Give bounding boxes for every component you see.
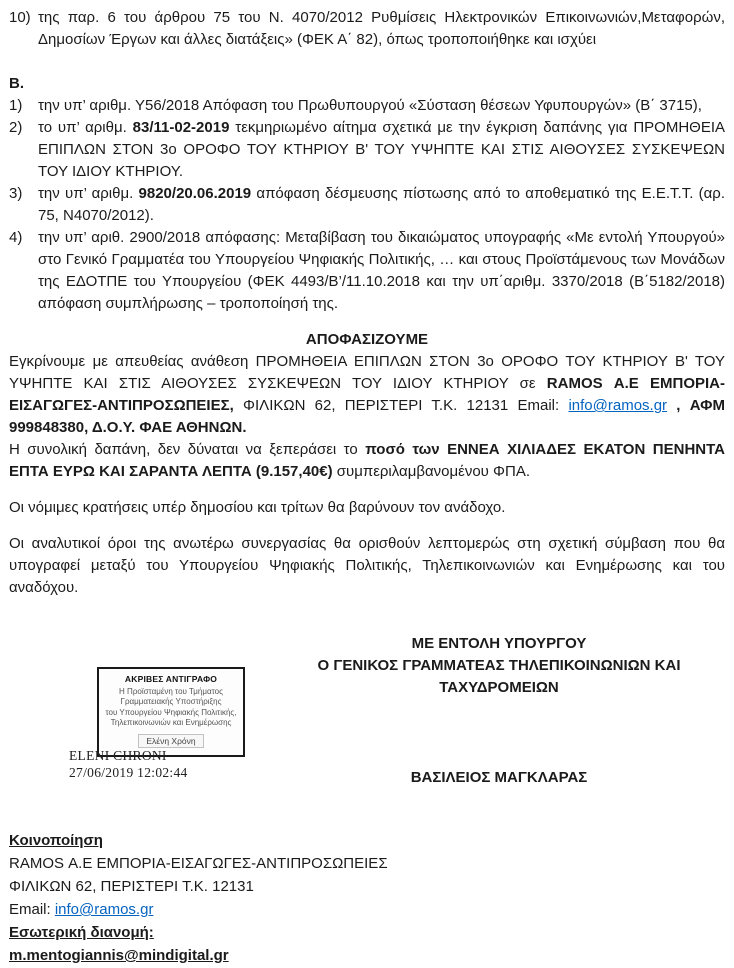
item-number: 2)	[9, 119, 23, 136]
contractor-email-link[interactable]: info@ramos.gr	[568, 397, 668, 414]
certifier-name: ELENI CHRONI	[69, 748, 167, 763]
section-b-item-4	[9, 227, 725, 315]
terms-paragraph: Οι αναλυτικοί όροι της ανωτέρω συνεργασίας θα ορισθούν λεπτομερώς στη σχετική σύμβαση που θα υπογραφεί μεταξύ του Υπουργείου Ψηφιακής Πολιτικής, Τηλεπικοινωνιών και Ενημέρωσης και του αναδόχου.	[9, 535, 725, 596]
secretary-name: ΒΑΣΙΛΕΙΟΣ ΜΑΓΚΛΑΡΑΣ	[410, 769, 588, 786]
item-text-pre: την υπ’ αριθμ.	[38, 185, 139, 202]
item-text-post: απόφαση δέσμευσης πίστωσης από το αποθεματικό της Ε.Ε.Τ.Τ. (αρ. 75, Ν4070/2012).	[38, 185, 725, 224]
decision-paragraph	[9, 351, 725, 439]
signature-area	[9, 611, 725, 829]
item-number: 4)	[9, 229, 23, 246]
item-text-post: τεκμηριωμένο αίτημα σχετικά με την έγκριση δαπάνης για ΠΡΟΜΗΘΕΙΑ ΕΠΙΠΛΩΝ ΣΤΟΝ 3ο ΟΡΟΦΟ ΤΟΥ ΚΤΗΡΙΟΥ Β' ΤΟΥ ΥΨΗΠΤΕ ΚΑΙ ΣΤΙΣ ΑΙΘΟΥΣΕΣ ΣΥΣΚΕΨΕΩΝ ΤΟΥ ΙΔΙΟΥ ΚΤΗΡΙΟΥ.	[38, 119, 725, 180]
deductions-line: Οι νόμιμες κρατήσεις υπέρ δημοσίου και τρίτων θα βαρύνουν τον ανάδοχο.	[9, 499, 506, 516]
contractor-tax-info: , ΑΦΜ 999848380, Δ.Ο.Υ. ΦΑΕ ΑΘΗΝΩΝ.	[9, 397, 725, 436]
spacer	[9, 51, 725, 73]
email-label: Email:	[9, 901, 55, 918]
stamp-line: Η Προϊσταμένη του Τμήματος	[119, 686, 223, 696]
item-number: 1)	[9, 97, 23, 114]
amount-pre: Η συνολική δαπάνη, δεν δύναται να ξεπεράσει το	[9, 441, 366, 458]
spacer	[9, 483, 725, 497]
stamp-line: Γραμματειακής Υποστήριξης	[120, 697, 222, 706]
stamp-signature: Ελένη Χρόνη	[138, 734, 203, 749]
stamp-title: ΑΚΡΙΒΕΣ ΑΝΤΙΓΡΑΦΟ	[124, 674, 218, 684]
section-b-item-1	[9, 95, 725, 117]
footer-block	[9, 829, 725, 967]
secretary-title-line1: Ο ΓΕΝΙΚΟΣ ΓΡΑΜΜΑΤΕΑΣ ΤΗΛΕΠΙΚΟΙΝΩΝΙΩΝ ΚΑΙ	[317, 657, 681, 674]
signature-authority-block	[287, 633, 711, 699]
certifier-timestamp: 27/06/2019 12:02:44	[69, 765, 188, 780]
item-text-pre: το υπ’ αριθμ.	[38, 119, 133, 136]
section-b-item-2	[9, 117, 725, 183]
cc-heading: Κοινοποίηση	[9, 832, 103, 849]
protocol-number: 83/11-02-2019	[132, 119, 230, 136]
section-b-item-3	[9, 183, 725, 227]
amount-paragraph	[9, 439, 725, 483]
legal-basis-item-10	[9, 7, 725, 51]
amount-post: συμπεριλαμβανομένου ΦΠΑ.	[332, 463, 531, 480]
cc-email-line	[9, 898, 725, 921]
amount-value: ποσό των ΕΝΝΕΑ ΧΙΛΙΑΔΕΣ ΕΚΑΤΟΝ ΠΕΝΗΝΤΑ ΕΠΤΑ ΕΥΡΩ ΚΑΙ ΣΑΡΑΝΤΑ ΛΕΠΤΑ (9.157,40€)	[9, 441, 725, 480]
cc-email-link[interactable]: info@ramos.gr	[54, 901, 154, 918]
spacer	[9, 315, 725, 329]
protocol-number: 9820/20.06.2019	[138, 185, 252, 202]
true-copy-stamp	[97, 667, 245, 757]
spacer	[9, 519, 725, 533]
internal-distribution-heading: Εσωτερική διανομή:	[9, 924, 154, 941]
by-order-line: ΜΕ ΕΝΤΟΛΗ ΥΠΟΥΡΓΟΥ	[411, 635, 587, 652]
cc-address: ΦΙΛΙΚΩΝ 62, ΠΕΡΙΣΤΕΡΙ Τ.Κ. 12131	[9, 878, 254, 895]
item-text: την υπ’ αριθμ. Υ56/2018 Απόφαση του Πρωθυπουργού «Σύσταση θέσεων Υφυπουργών» (Β΄ 3715),	[38, 97, 702, 114]
digital-signature-info	[69, 747, 188, 781]
contractor-address: ΦΙΛΙΚΩΝ 62, ΠΕΡΙΣΤΕΡΙ Τ.Κ. 12131 Email:	[233, 397, 569, 414]
section-b-label: Β.	[9, 75, 24, 92]
item-number: 10)	[9, 9, 31, 26]
stamp-line: του Υπουργείου Ψηφιακής Πολιτικής,	[105, 707, 237, 717]
secretary-title-line2: ΤΑΧΥΔΡΟΜΕΙΩΝ	[439, 679, 559, 696]
item-number: 3)	[9, 185, 23, 202]
stamp-line: Τηλεπικοινωνιών και Ενημέρωσης	[110, 718, 232, 727]
decision-lead: Εγκρίνουμε με απευθείας ανάθεση ΠΡΟΜΗΘΕΙΑ ΕΠΙΠΛΩΝ ΣΤΟΝ 3ο ΟΡΟΦΟ ΤΟΥ ΚΤΗΡΙΟΥ Β' ΤΟΥ ΥΨΗΠΤΕ ΚΑΙ ΣΤΙΣ ΑΙΘΟΥΣΕΣ ΣΥΣΚΕΨΕΩΝ ΤΟΥ ΙΔΙΟΥ ΚΤΗΡΙΟΥ σε	[9, 353, 725, 392]
item-text: την υπ’ αριθ. 2900/2018 απόφασης: Μεταβίβαση του δικαιώματος υπογραφής «Με εντολή Υπουργού» στο Γενικό Γραμματέα του Υπουργείου Ψηφιακής Πολιτικής, … και στους Προϊστάμενους των Μονάδων της ΕΔΟΤΠΕ του Υπουργείου (ΦΕΚ 4493/Β’/11.10.2018 και την υπ΄αριθμ. 3370/2018 (Β΄5182/2018) απόφαση συμπλήρωσης – τροποποίησή της.	[38, 229, 725, 312]
contractor-name: RAMOS Α.Ε ΕΜΠΟΡΙΑ-ΕΙΣΑΓΩΓΕΣ-ΑΝΤΙΠΡΟΣΩΠΕΙΕΣ,	[9, 375, 725, 414]
item-text: της παρ. 6 του άρθρου 75 του Ν. 4070/2012 Ρυθμίσεις Ηλεκτρονικών Επικοινωνιών,Μεταφορών, Δημοσίων Έργων και άλλες διατάξεις» (ΦΕΚ Α΄ 82), όπως τροποποιήθηκε και ισχύει	[38, 9, 725, 48]
internal-distribution-email: m.mentogiannis@mindigital.gr	[9, 947, 229, 964]
decision-heading: ΑΠΟΦΑΣΙΖΟΥΜΕ	[305, 331, 429, 348]
cc-company: RAMOS Α.Ε ΕΜΠΟΡΙΑ-ΕΙΣΑΓΩΓΕΣ-ΑΝΤΙΠΡΟΣΩΠΕΙΕΣ	[9, 855, 388, 872]
